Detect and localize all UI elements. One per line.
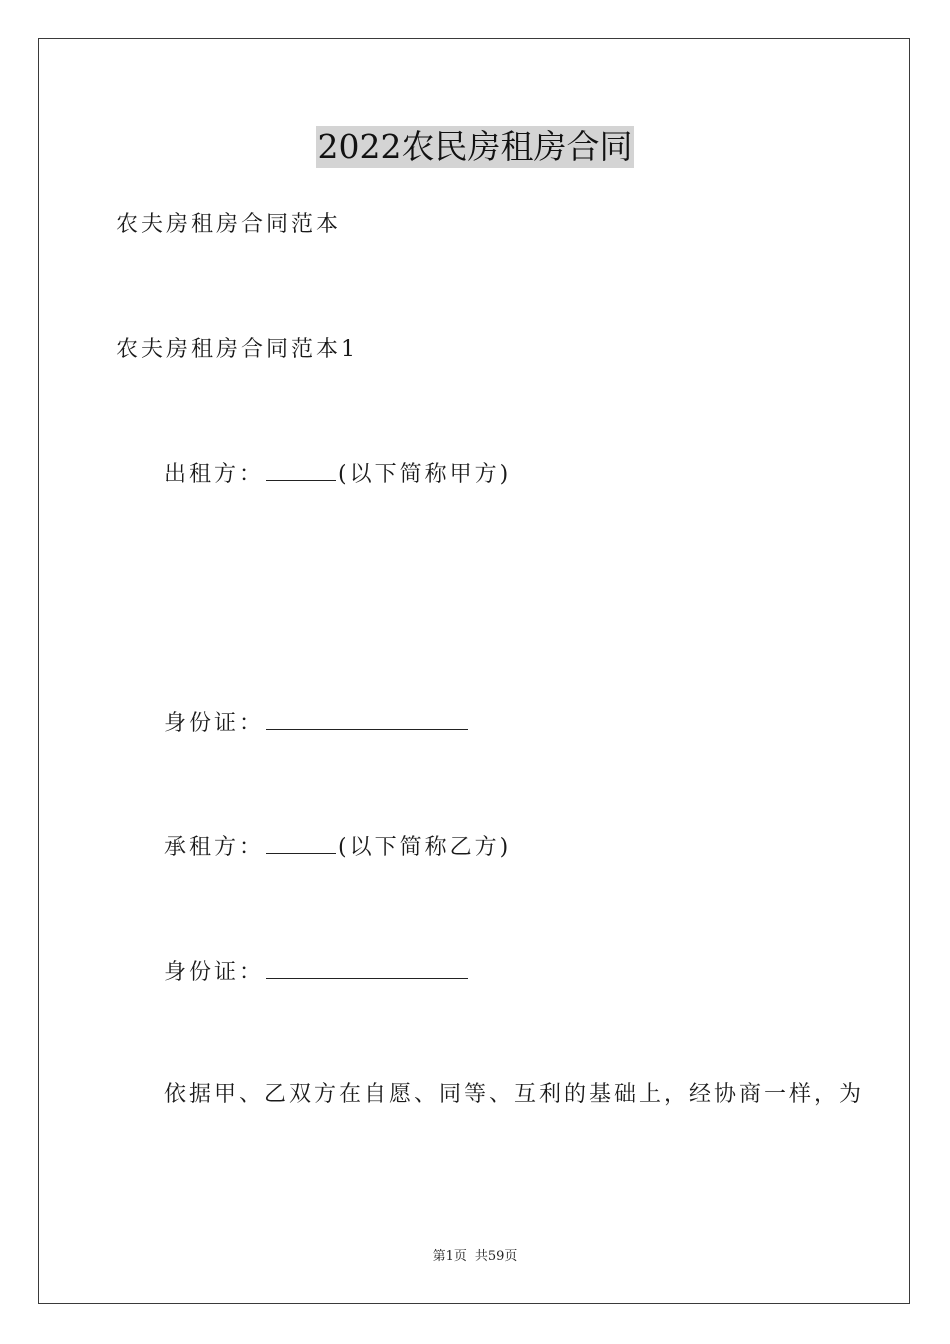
lessee-line — [164, 831, 511, 863]
lessor-id-line — [164, 707, 470, 739]
lessee-label: 承租方： — [164, 835, 265, 860]
lessee-id-blank — [266, 956, 468, 979]
lessee-id-line — [164, 956, 470, 988]
lessor-suffix: (以下简称甲方) — [338, 462, 512, 487]
lessee-id-label: 身份证： — [164, 960, 265, 985]
page-current: 第1页 — [432, 1249, 467, 1264]
lessor-line — [164, 458, 511, 490]
lessee-suffix: (以下简称乙方) — [338, 835, 512, 860]
lessor-blank — [266, 458, 336, 481]
lessor-label: 出租方： — [164, 462, 265, 487]
lessor-id-label: 身份证： — [164, 711, 265, 736]
document-title: 2022农民房租房合同 — [317, 127, 633, 166]
page-footer — [0, 1245, 950, 1264]
subheading: 农夫房租房合同范本1 — [116, 337, 358, 362]
body-paragraph: 依据甲、乙双方在自愿、同等、互利的基础上，经协商一样，为 — [164, 1082, 865, 1107]
lessor-id-blank — [266, 707, 468, 730]
lessee-blank — [266, 831, 336, 854]
heading: 农夫房租房合同范本 — [116, 212, 342, 237]
title-wrapper — [0, 126, 950, 168]
page-total: 共59页 — [474, 1249, 518, 1264]
